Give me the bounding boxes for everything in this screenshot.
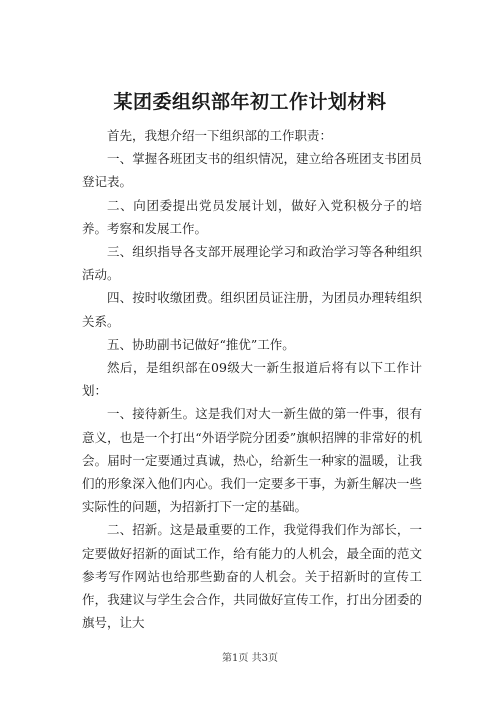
- document-body: [82, 124, 422, 634]
- paragraph-plan-1: 一、接待新生。这是我们对大一新生做的第一件事，很有意义，也是一个打出“外语学院分团委”旗帜招牌的非常好的机会。届时一定要通过真诚，热心，给新生一种家的温暖，让我们的形象深入他们内心。我们一定要多干事，为新生解决一些实际性的问题，为招新打下一定的基础。: [82, 406, 422, 515]
- paragraph-duty-1: 一、掌握各班团支书的组织情况，建立给各班团支书团员登记表。: [82, 151, 422, 190]
- paragraph-duty-3: 三、组织指导各支部开展理论学习和政治学习等各种组织活动。: [82, 244, 422, 283]
- paragraph-intro: 首先，我想介绍一下组织部的工作职责：: [107, 128, 333, 143]
- paragraph-duty-2: 二、向团委提出党员发展计划，做好入党积极分子的培养。考察和发展工作。: [82, 197, 422, 236]
- document-title: 某团委组织部年初工作计划材料: [113, 91, 387, 113]
- paragraph-plan-2: 二、招新。这是最重要的工作，我觉得我们作为部长，一定要做好招新的面试工作，给有能力的人机会，最全面的范文参考写作网站也给那些勤奋的人机会。关于招新时的宣传工作，我建议与学生会合作，共同做好宣传工作，打出分团委的旗号，让大: [82, 522, 422, 631]
- paragraph-duty-4: 四、按时收缴团费。组织团员证注册，为团员办理转组织关系。: [82, 290, 422, 329]
- paragraph-duty-5: 五、协助副书记做好“推优”工作。: [107, 336, 295, 352]
- page-number-footer: 第1页 共3页: [222, 653, 278, 664]
- paragraph-plan-intro: 然后，是组织部在09级大一新生报道后将有以下工作计划：: [82, 360, 422, 399]
